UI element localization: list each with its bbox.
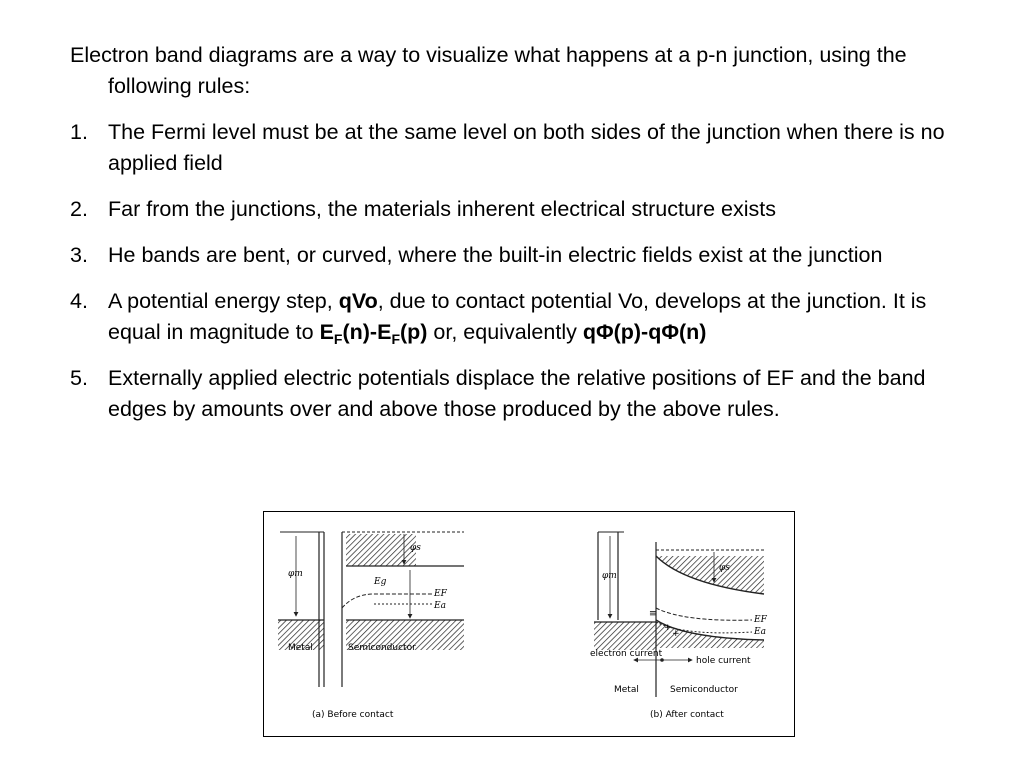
rule-text: He bands are bent, or curved, where the built-in electric fields exist at the junction bbox=[108, 243, 883, 267]
hole-symbols: + bbox=[664, 623, 672, 633]
rule-text: The Fermi level must be at the same level on both sides of the junction when there is no applied field bbox=[108, 120, 945, 175]
qvo-term: qVo bbox=[338, 289, 378, 313]
rule-text-segment: A potential energy step, bbox=[108, 289, 339, 313]
rule-number: 3. bbox=[70, 243, 88, 267]
rule-text-segment: , due to contact potential Vo, develops at the junction. It is equal in magnitude to bbox=[108, 289, 927, 344]
band-diagram-figure bbox=[263, 511, 795, 737]
panel-a bbox=[278, 532, 464, 720]
metal-fermi-sea-b bbox=[594, 622, 656, 650]
fermi-difference-term: $E_F(n)-E_F(p)$ bbox=[319, 320, 428, 347]
rule-text bbox=[108, 289, 927, 347]
eg-label: Eg bbox=[374, 577, 387, 587]
hole-current-label: hole current bbox=[696, 656, 751, 666]
band-diagram-svg bbox=[264, 512, 793, 735]
phi-m-label: φm bbox=[288, 569, 303, 579]
slide-body bbox=[70, 40, 950, 440]
metal-label-b: Metal bbox=[614, 685, 639, 695]
rules-list bbox=[70, 117, 950, 425]
rule-item bbox=[70, 363, 950, 425]
rule-item bbox=[70, 194, 950, 225]
rule-number: 1. bbox=[70, 120, 88, 144]
caption-b: (b) After contact bbox=[650, 710, 724, 720]
semiconductor-label: Semiconductor bbox=[348, 643, 416, 653]
rule-text: Externally applied electric potentials displace the relative positions of EF and the band edges by amounts over and above those produced by the above rules. bbox=[108, 366, 926, 421]
phi-s-label-b: φs bbox=[719, 563, 730, 573]
ea-label: Ea bbox=[434, 601, 446, 611]
conduction-band bbox=[346, 534, 416, 566]
semiconductor-label-b: Semiconductor bbox=[670, 685, 738, 695]
svg-text:+: + bbox=[672, 629, 680, 639]
bent-conduction-band bbox=[656, 556, 764, 594]
rule-item bbox=[70, 286, 950, 348]
panel-b bbox=[590, 532, 768, 720]
rule-item bbox=[70, 240, 950, 271]
ef-label-b: EF bbox=[754, 615, 767, 625]
rule-number: 2. bbox=[70, 197, 88, 221]
caption-a: (a) Before contact bbox=[312, 710, 394, 720]
intro-paragraph: Electron band diagrams are a way to visualize what happens at a p-n junction, using the following rules: bbox=[70, 43, 907, 98]
phi-m-label-b: φm bbox=[602, 571, 617, 581]
metal-label: Metal bbox=[288, 643, 313, 653]
rule-item bbox=[70, 117, 950, 179]
phi-s-label: φs bbox=[410, 543, 421, 553]
ef-label: EF bbox=[434, 589, 447, 599]
rule-text-segment: or, equivalently bbox=[427, 320, 583, 344]
rule-text: Far from the junctions, the materials inherent electrical structure exists bbox=[108, 197, 776, 221]
electron-symbols: ≡ bbox=[649, 609, 657, 619]
rule-number: 5. bbox=[70, 366, 88, 390]
work-function-term: qΦ(p)-qΦ(n) bbox=[582, 320, 707, 344]
rule-number: 4. bbox=[70, 289, 88, 313]
electron-current-label: electron current bbox=[590, 649, 663, 659]
ea-label-b: Ea bbox=[754, 627, 766, 637]
